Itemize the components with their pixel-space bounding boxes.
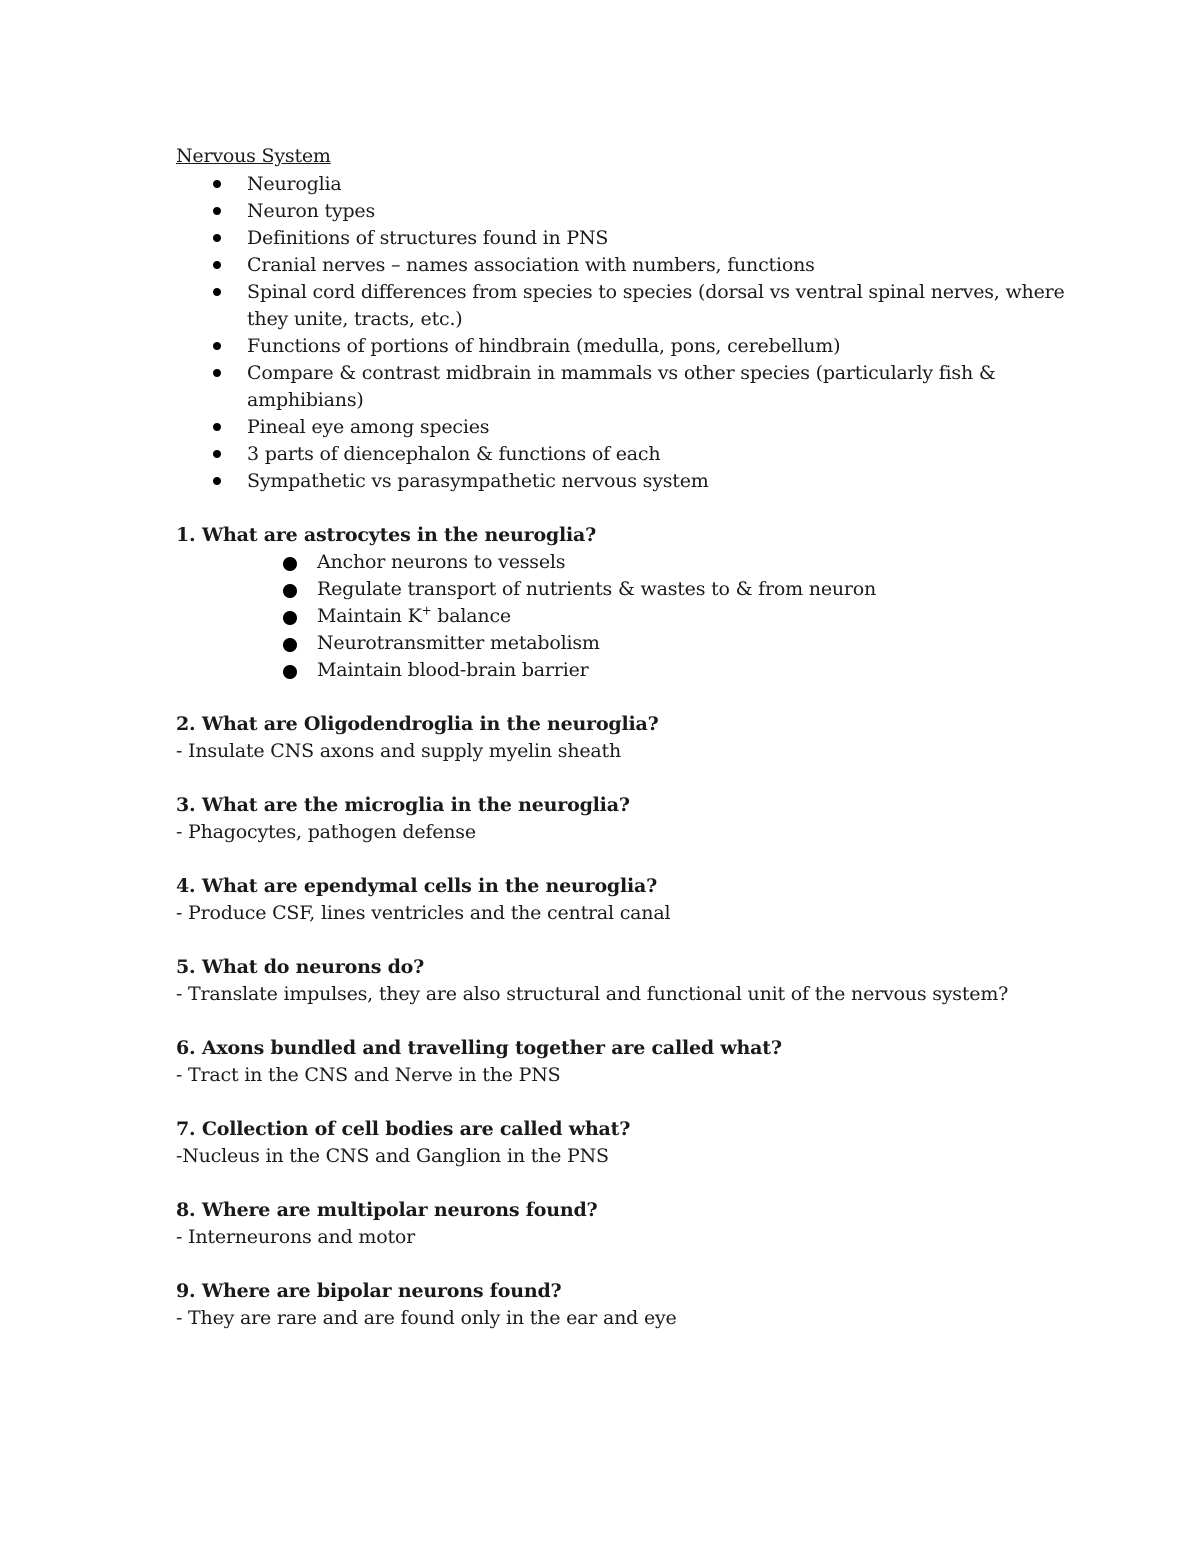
question-4-section xyxy=(176,873,1076,927)
page-title: Nervous System xyxy=(176,145,331,167)
question-1-section xyxy=(176,522,1076,684)
astrocyte-item xyxy=(176,603,1076,630)
astrocyte-item: Maintain blood-brain barrier xyxy=(176,657,1076,684)
answer-text: - Phagocytes, pathogen defense xyxy=(176,821,476,843)
topic-item: Definitions of structures found in PNS xyxy=(176,225,1076,252)
document-page xyxy=(176,141,1076,1332)
question-heading: 7. Collection of cell bodies are called what? xyxy=(176,1118,631,1140)
answer-text: - Interneurons and motor xyxy=(176,1226,416,1248)
astrocyte-item: Neurotransmitter metabolism xyxy=(176,630,1076,657)
astrocyte-item: Regulate transport of nutrients & wastes to & from neuron xyxy=(176,576,1076,603)
question-2-section xyxy=(176,711,1076,765)
question-heading: 5. What do neurons do? xyxy=(176,956,425,978)
answer-text: - Tract in the CNS and Nerve in the PNS xyxy=(176,1064,561,1086)
question-heading: 9. Where are bipolar neurons found? xyxy=(176,1280,562,1302)
question-heading: 3. What are the microglia in the neuroglia? xyxy=(176,794,630,816)
topic-list xyxy=(176,171,1076,495)
topic-item: Compare & contrast midbrain in mammals vs other species (particularly fish & amphibians) xyxy=(176,360,1076,414)
question-3-section xyxy=(176,792,1076,846)
answer-text: -Nucleus in the CNS and Ganglion in the PNS xyxy=(176,1145,609,1167)
question-5-section xyxy=(176,954,1076,1008)
k-balance-superscript: + xyxy=(421,603,432,618)
answer-text: - Produce CSF, lines ventricles and the central canal xyxy=(176,902,671,924)
question-9-section xyxy=(176,1278,1076,1332)
topic-item: Cranial nerves – names association with numbers, functions xyxy=(176,252,1076,279)
topic-item: 3 parts of diencephalon & functions of each xyxy=(176,441,1076,468)
answer-text: - They are rare and are found only in the ear and eye xyxy=(176,1307,677,1329)
question-6-section xyxy=(176,1035,1076,1089)
topic-item: Pineal eye among species xyxy=(176,414,1076,441)
astrocyte-item: Anchor neurons to vessels xyxy=(176,549,1076,576)
question-8-section xyxy=(176,1197,1076,1251)
question-heading: 2. What are Oligodendroglia in the neuroglia? xyxy=(176,713,659,735)
topic-item: Neuron types xyxy=(176,198,1076,225)
topic-item: Sympathetic vs parasympathetic nervous system xyxy=(176,468,1076,495)
topic-item: Spinal cord differences from species to species (dorsal vs ventral spinal nerves, where they unite, tracts, etc.) xyxy=(176,279,1076,333)
answer-text: - Insulate CNS axons and supply myelin sheath xyxy=(176,740,622,762)
k-balance-suffix: balance xyxy=(431,605,511,627)
question-heading: 8. Where are multipolar neurons found? xyxy=(176,1199,598,1221)
astrocyte-list xyxy=(176,549,1076,684)
topic-item: Neuroglia xyxy=(176,171,1076,198)
question-heading: 4. What are ependymal cells in the neuroglia? xyxy=(176,875,658,897)
question-7-section xyxy=(176,1116,1076,1170)
question-heading: 1. What are astrocytes in the neuroglia? xyxy=(176,524,597,546)
k-balance-prefix: Maintain K xyxy=(317,605,422,627)
answer-text: - Translate impulses, they are also structural and functional unit of the nervous system? xyxy=(176,983,1009,1005)
topic-item: Functions of portions of hindbrain (medulla, pons, cerebellum) xyxy=(176,333,1076,360)
question-heading: 6. Axons bundled and travelling together are called what? xyxy=(176,1037,782,1059)
